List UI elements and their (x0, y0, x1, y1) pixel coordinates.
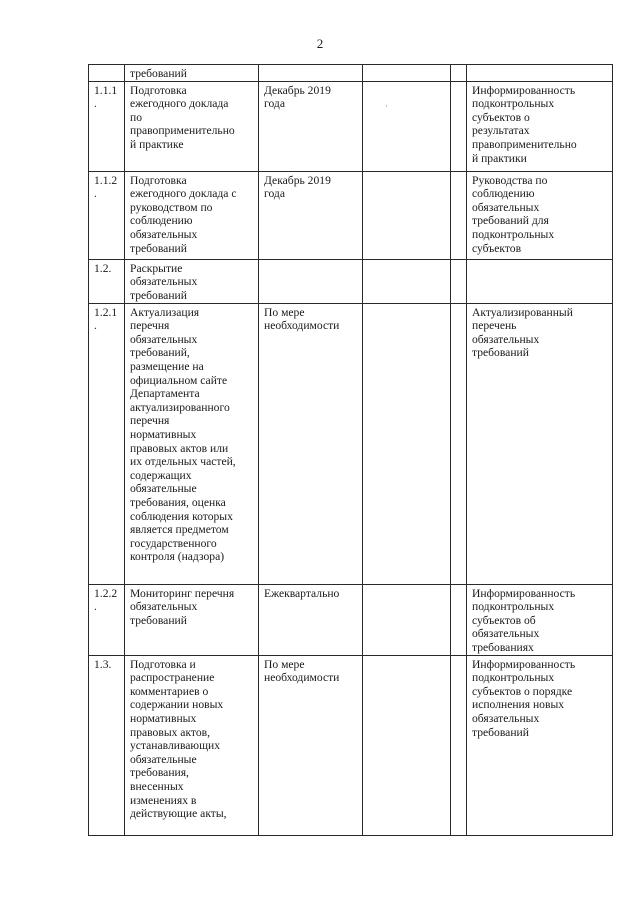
page-number: 2 (316, 36, 324, 51)
cell-gap (451, 65, 467, 82)
table-row (89, 584, 613, 655)
cell-gap (451, 584, 467, 655)
cell-number: 1.2. (89, 259, 125, 303)
cell-result: Информированность подконтрольных субъектов о порядке исполнения новых обязательных требований (467, 655, 613, 835)
cell-event: Раскрытие обязательных требований (125, 259, 259, 303)
cell-deadline: По мере необходимости (259, 303, 363, 584)
table-row (89, 303, 613, 584)
cell-responsible (363, 259, 451, 303)
cell-deadline (259, 65, 363, 82)
scan-dot: · (385, 102, 388, 111)
table-row (89, 259, 613, 303)
cell-deadline: Декабрь 2019 года (259, 81, 363, 171)
table-row (89, 171, 613, 259)
cell-result (467, 259, 613, 303)
cell-gap (451, 303, 467, 584)
cell-gap (451, 259, 467, 303)
cell-gap (451, 171, 467, 259)
cell-responsible (363, 655, 451, 835)
cell-number (89, 65, 125, 82)
cell-event: Подготовка ежегодного доклада по правоприменительно й практике (125, 81, 259, 171)
table-row (89, 655, 613, 835)
cell-event: Подготовка и распространение комментариев о содержании новых нормативных правовых актов, устанавливающих обязательные требования, внесенных изменениях в действующие акты, (125, 655, 259, 835)
cell-result (467, 65, 613, 82)
cell-responsible (363, 171, 451, 259)
cell-number: 1.1.2 . (89, 171, 125, 259)
cell-result: Руководства по соблюдению обязательных требований для подконтрольных субъектов (467, 171, 613, 259)
plan-table (88, 64, 613, 836)
cell-event: Мониторинг перечня обязательных требований (125, 584, 259, 655)
cell-deadline: По мере необходимости (259, 655, 363, 835)
cell-result: Актуализированный перечень обязательных требований (467, 303, 613, 584)
cell-number: 1.1.1 . (89, 81, 125, 171)
cell-number: 1.2.2 . (89, 584, 125, 655)
cell-responsible (363, 303, 451, 584)
cell-responsible (363, 81, 451, 171)
cell-gap (451, 655, 467, 835)
cell-deadline (259, 259, 363, 303)
cell-number: 1.2.1 . (89, 303, 125, 584)
cell-result: Информированность подконтрольных субъектов об обязательных требованиях (467, 584, 613, 655)
table-row (89, 65, 613, 82)
cell-event: Актуализация перечня обязательных требований, размещение на официальном сайте Департамента актуализированного перечня нормативных правовых актов или их отдельных частей, содержащих обязательные требования, оценка соблюдения которых является предметом государственного контроля (надзора) (125, 303, 259, 584)
cell-gap (451, 81, 467, 171)
cell-number: 1.3. (89, 655, 125, 835)
cell-event: требований (125, 65, 259, 82)
cell-responsible (363, 584, 451, 655)
cell-result: Информированность подконтрольных субъектов о результатах правоприменительно й практики (467, 81, 613, 171)
table-row (89, 81, 613, 171)
cell-responsible (363, 65, 451, 82)
cell-deadline: Декабрь 2019 года (259, 171, 363, 259)
cell-event: Подготовка ежегодного доклада с руководством по соблюдению обязательных требований (125, 171, 259, 259)
cell-deadline: Ежеквартально (259, 584, 363, 655)
